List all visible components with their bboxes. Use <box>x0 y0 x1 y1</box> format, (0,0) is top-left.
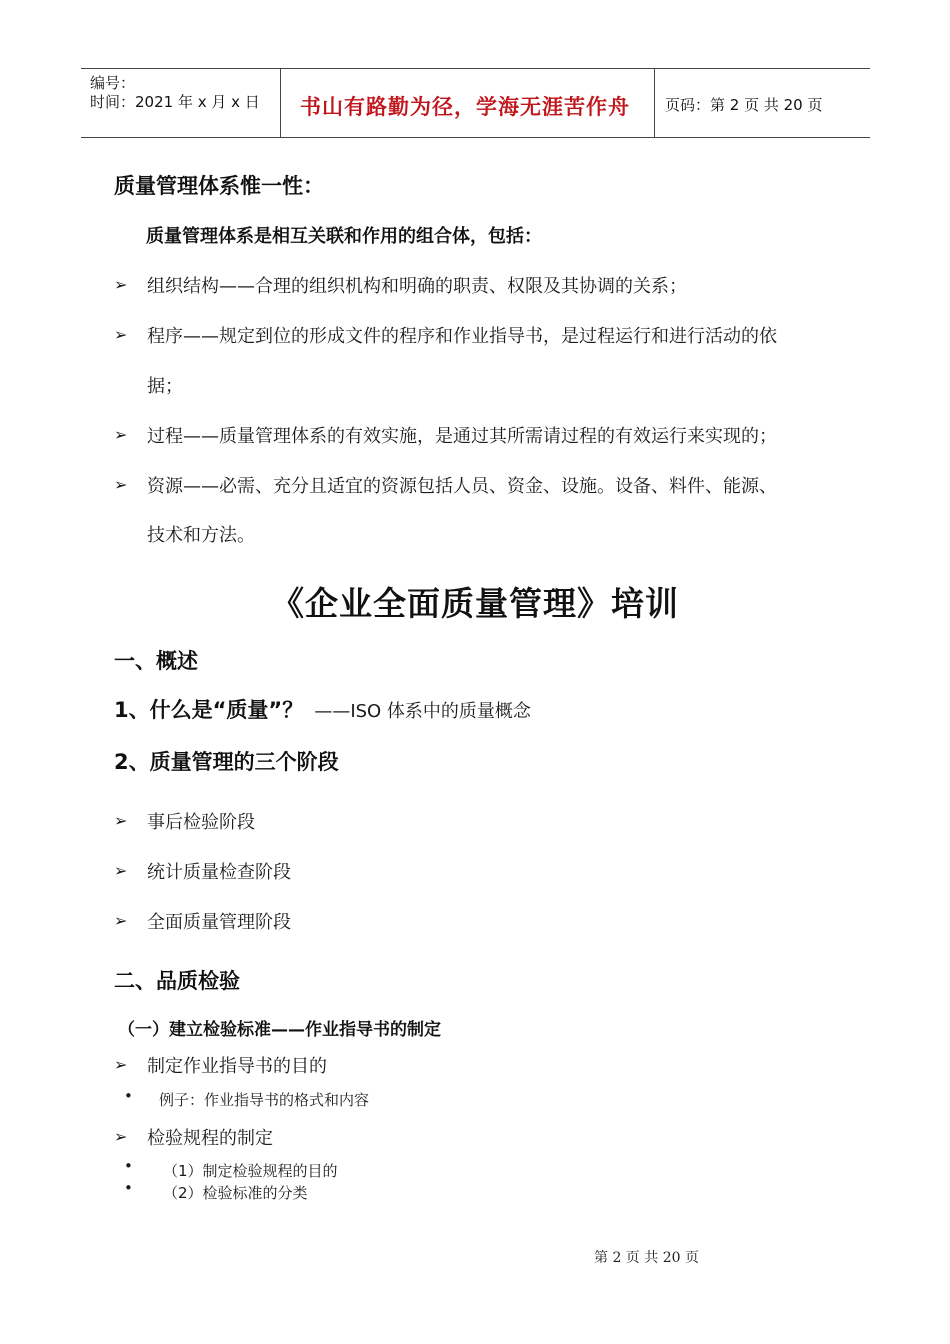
stage-item: 统计质量检查阶段 <box>147 862 291 883</box>
page-header <box>81 68 870 138</box>
inspection-sub-item: 例子：作业指导书的格式和内容 <box>159 1091 370 1109</box>
list-item-continuation: 技术和方法。 <box>147 525 255 546</box>
page-info: 页码：第 2 页 共 20 页 <box>665 96 823 114</box>
inspection-heading: 二、品质检验 <box>114 969 240 993</box>
inspection-sub-item: （2）检验标准的分类 <box>163 1184 308 1202</box>
list-item: 过程——质量管理体系的有效实施，是通过其所需请过程的有效运行来实现的； <box>147 426 777 447</box>
time-label: 时间：2021 年 x 月 x 日 <box>90 93 260 111</box>
bullet-arrow-icon: ➢ <box>114 425 128 444</box>
stage-item: 全面质量管理阶段 <box>147 912 291 933</box>
overview-heading: 一、概述 <box>114 649 198 673</box>
page-footer: 第 2 页 共 20 页 <box>594 1250 699 1266</box>
stage-item: 事后检验阶段 <box>147 812 255 833</box>
bullet-arrow-icon: ➢ <box>114 911 128 930</box>
section-title-uniqueness: 质量管理体系惟一性： <box>114 174 324 198</box>
bullet-arrow-icon: ➢ <box>114 1055 128 1074</box>
inspection-item: 制定作业指导书的目的 <box>147 1056 327 1077</box>
bullet-arrow-icon: ➢ <box>114 325 128 344</box>
inspection-item: 检验规程的制定 <box>147 1128 273 1149</box>
list-item: 资源——必需、充分且适宜的资源包括人员、资金、设施。设备、料件、能源、 <box>147 476 777 497</box>
inspection-subheading: （一）建立检验标准——作业指导书的制定 <box>118 1020 441 1040</box>
question-1-subtitle: ——ISO 体系中的质量概念 <box>314 701 531 722</box>
question-1-line <box>114 694 531 724</box>
question-2-title: 2、质量管理的三个阶段 <box>114 750 339 774</box>
list-item-continuation: 据； <box>147 376 183 397</box>
bullet-dot-icon: • <box>124 1157 133 1175</box>
document-main-title: 《企业全面质量管理》培训 <box>271 584 679 623</box>
section-intro: 质量管理体系是相互关联和作用的组合体，包括： <box>146 226 542 247</box>
header-motto-cell <box>281 69 655 137</box>
bullet-arrow-icon: ➢ <box>114 861 128 880</box>
bullet-arrow-icon: ➢ <box>114 275 128 294</box>
list-item: 程序——规定到位的形成文件的程序和作业指导书，是过程运行和进行活动的依 <box>147 326 777 347</box>
bullet-arrow-icon: ➢ <box>114 1127 128 1146</box>
bullet-arrow-icon: ➢ <box>114 475 128 494</box>
header-page-cell <box>655 69 870 137</box>
bullet-dot-icon: • <box>124 1087 133 1105</box>
list-item: 组织结构——合理的组织机构和明确的职责、权限及其协调的关系； <box>147 276 687 297</box>
question-1-title: 1、什么是“质量”？ <box>114 698 304 722</box>
inspection-sub-item: （1）制定检验规程的目的 <box>163 1162 338 1180</box>
bullet-dot-icon: • <box>124 1179 133 1197</box>
header-left-cell <box>81 69 281 137</box>
bullet-arrow-icon: ➢ <box>114 811 128 830</box>
motto-text: 书山有路勤为径，学海无涯苦作舟 <box>300 94 630 119</box>
number-label: 编号： <box>90 74 136 92</box>
